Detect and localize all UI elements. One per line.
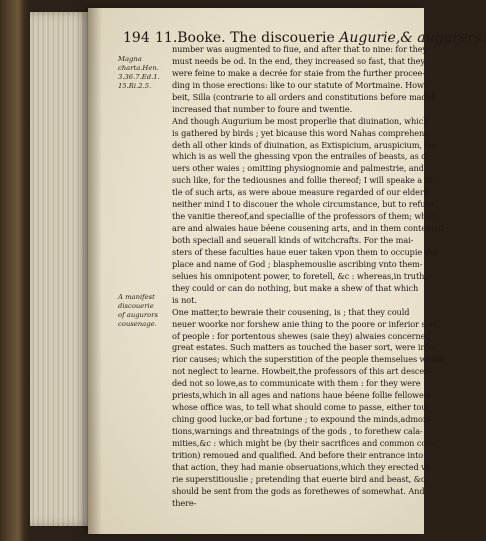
text-line: such like, for the tediousnes and follie thereof; I will speake a lit- — [172, 175, 436, 186]
text-line: place and name of God ; blasphemouslie ascribing vnto them- — [172, 258, 423, 269]
running-title-italic: Augurie,& augurers. — [339, 30, 486, 46]
text-line: rie superstitiouslie ; pretending that euerie bird and beast, &c, — [172, 473, 428, 484]
text-line: the vanitie thereof,and speciallie of the professors of them; which — [172, 211, 439, 222]
text-line: both speciall and seuerall kinds of witchcrafts. For the mai- — [172, 235, 414, 245]
text-line: tle of such arts, as were aboue measure regarded of our elders: — [172, 187, 431, 198]
text-line: neither mind I to discouer the whole circumstance, but to refute — [172, 199, 434, 210]
text-line: And though Augurium be most properlie that diuination, which — [172, 115, 429, 126]
text-line: were feine to make a decrée for staie from the further procee- — [172, 67, 425, 78]
text-line: there- — [172, 497, 197, 508]
margin-note-line: cousenage. — [118, 320, 157, 328]
text-line: increased that number to foure and twentie. — [172, 103, 353, 114]
text-line: mities,&c : which might be (by their sacrifices and common con- — [172, 437, 435, 448]
page-number: 194 — [123, 30, 150, 46]
page-edges — [30, 12, 92, 526]
text-line: is not. — [172, 294, 197, 305]
text-line: priests,which in all ages and nations haue béene follie fellowes) — [172, 390, 431, 401]
text-line: tions,warnings and threatnings of the gods , to forethew cala- — [172, 426, 423, 436]
text-line: is gathered by birds ; yet bicause this word Nahas comprehen- — [172, 127, 427, 138]
text-line: neuer woorke nor forshew anie thing to the poore or inferior sort — [172, 318, 438, 329]
body-text — [172, 44, 445, 510]
text-line: ding in those erections: like to our statute of Mortmaine. How- — [172, 79, 427, 90]
text-line: should be sent from the gods as forethewes of somewhat. And — [172, 485, 425, 496]
margin-note-line: Magna — [118, 55, 142, 63]
text-line: great estates. Such matters as touched the baser sort, were infe- — [172, 342, 436, 353]
text-line: beit, Silla (contrarie to all orders and constitutions before made) — [172, 91, 435, 102]
text-line: sters of these faculties haue euer taken vpon them to occupie the — [172, 246, 438, 257]
text-line: are and alwaies haue béene cousening arts, and in them conteined — [172, 223, 444, 234]
text-line: not neglect to learne. Howbeit,the professors of this art descen- — [172, 366, 432, 377]
text-line: must needs be od. In the end, they increased so fast, that they — [172, 55, 425, 66]
text-line: of people : for portentous shewes (saie they) alwaies concerned — [172, 330, 431, 341]
margin-note-line: charta.Hen. — [118, 64, 159, 72]
text-line: whose office was, to tell what should come to passe, either tou- — [172, 402, 430, 413]
page-gutter-shadow — [88, 8, 102, 534]
text-line: ching good lucke,or bad fortune ; to expound the minds,admoni- — [172, 414, 434, 425]
text-line: rior causes; which the superstition of the people themselues would — [172, 354, 445, 365]
text-line: selues his omnipotent power, to foretell, &c : whereas,in truth, — [172, 270, 427, 281]
margin-note-magna-charta — [118, 55, 170, 91]
text-line: number was augmented to fiue, and after that to nine: for they — [172, 44, 428, 54]
margin-note-line: 15.Ri.2.5. — [118, 82, 152, 90]
running-title-roman: 11.Booke. The discouerie — [155, 30, 340, 46]
margin-note-line: 3.36.7.Ed.1. — [118, 73, 160, 81]
margin-note-line: of augurors — [118, 311, 159, 319]
text-line: which is as well the ghessing vpon the entrailes of beasts, as di- — [172, 151, 432, 162]
margin-note-augurors — [118, 293, 170, 329]
margin-note-line: A manifest — [118, 293, 155, 301]
text-line: uers other waies ; omitting physiognomie and palmestrie, and — [172, 163, 424, 174]
text-line: One matter,to bewraie their cousening, is ; that they could — [172, 306, 410, 317]
text-line: deth all other kinds of diuination, as Extispicium, aruspicium, &c: — [172, 139, 439, 150]
margin-note-line: discouerie — [118, 302, 154, 310]
text-line: that action, they had manie obseruations,which they erected ve- — [172, 461, 434, 472]
text-line: they could or can do nothing, but make a shew of that which — [172, 282, 419, 293]
text-line: ded not so lowe,as to communicate with them : for they were — [172, 378, 421, 389]
text-line: trition) remoued and qualified. And before their entrance into — [172, 449, 424, 460]
